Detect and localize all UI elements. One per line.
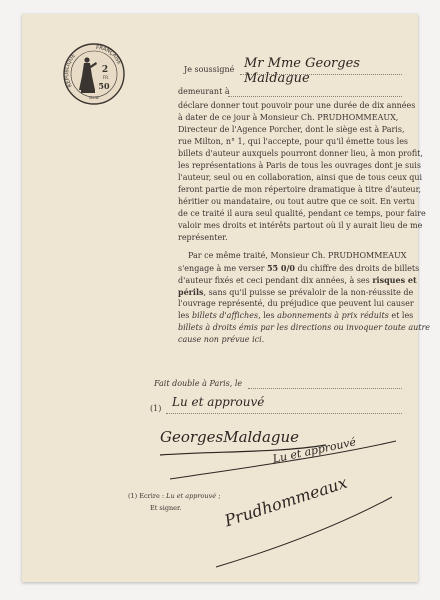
- p2-text: les: [178, 311, 192, 320]
- p1-line: les représentations à Paris de tous les ouvrages dont je suis: [178, 161, 421, 170]
- stamp-arc-right: FRANÇAISE: [95, 44, 123, 66]
- contract-sheet: [22, 14, 431, 582]
- stamp-value-num: 2: [101, 65, 109, 75]
- p1-line: héritier ou mandataire, ou tout autre que ce soit. En vertu: [178, 197, 416, 206]
- p2-line: Par ce même traité, Monsieur Ch. PRUDHOMMEAUX: [188, 251, 407, 260]
- p2-line: [178, 322, 430, 334]
- stamp-arc-left: RÉPUBLIQUE: [64, 52, 78, 88]
- ref-marker: (1): [150, 404, 162, 413]
- handwritten-lu-approuve-2: Lu et approuvé: [271, 435, 358, 466]
- p1-line: billets d'auteur auxquels pourront donner lieu, à mon profit,: [178, 149, 423, 158]
- agent-signature: Prudhommeaux: [222, 472, 350, 531]
- fiscal-stamp: [62, 42, 126, 106]
- date-field-line: [248, 388, 402, 389]
- author-signature: GeorgesMaldague: [160, 428, 300, 446]
- fait-double-label: [154, 378, 242, 390]
- p2-text: s'engage à me verser: [178, 264, 267, 273]
- stamp-dept: SEINE: [88, 96, 100, 100]
- abonnements-italic: abonnements à prix réduits: [277, 311, 389, 320]
- p2-line: [178, 334, 264, 346]
- p1-line: rue Milton, n° 1, qui l'accepte, pour qu'il émette tous les: [178, 137, 409, 146]
- p2-text: , sans qu'il puisse se prévaloir de la non-réussite de: [203, 288, 414, 297]
- p1-line: déclare donner tout pouvoir pour une durée de dix années: [178, 101, 416, 110]
- perils-bold: périls: [178, 287, 204, 297]
- p1-line: Directeur de l'Agence Porcher, dont le siège est à Paris,: [178, 125, 405, 134]
- fait-double-text: Fait double à Paris, le: [154, 379, 243, 388]
- p1-line: valoir mes droits et intérêts partout où il y aurait lieu de me: [178, 221, 423, 230]
- demeurant-label: demeurant à: [178, 87, 230, 96]
- percent-value: 55 0/0: [266, 263, 295, 273]
- p1-line: représenter.: [178, 233, 228, 242]
- p1-line: de ce traité il aura seul qualité, pendant ce temps, pour faire: [178, 209, 426, 218]
- footnote-text: (1) Ecrire :: [128, 492, 167, 500]
- footnote-text: ;: [216, 492, 221, 500]
- risques-bold: risques et: [372, 275, 417, 285]
- footnote-line1: [128, 490, 220, 502]
- p2-italic: cause non prévue ici.: [178, 335, 265, 344]
- p1-line: feront partie de mon répertoire dramatique à titre d'auteur,: [178, 185, 422, 194]
- footnote-line2: Et signer.: [150, 504, 182, 512]
- soussigne-label: Je soussigné: [184, 65, 235, 74]
- handwritten-lu-approuve: Lu et approuvé: [172, 395, 265, 409]
- handwritten-name: Mr Mme Georges Maldague: [244, 56, 360, 86]
- footnote-italic: Lu et approuvé: [166, 492, 217, 500]
- p2-line: l'ouvrage représenté, du préjudice que peuvent lui causer: [178, 299, 414, 308]
- p2-line: [178, 310, 413, 322]
- address-field-line: [228, 96, 402, 97]
- p1-line: à dater de ce jour à Monsieur Ch. PRUDHOMMEAUX,: [178, 113, 399, 122]
- stamp-value-cents: 50: [98, 81, 110, 91]
- billets-affiches-italic: billets d'affiches: [191, 311, 259, 320]
- p2-text: , les: [258, 311, 278, 320]
- approval-field-line: [166, 413, 402, 414]
- stamp-value-unit: FR.: [102, 75, 110, 80]
- p2-text: du chiffre des droits de billets: [294, 264, 420, 273]
- p1-line: l'auteur, seul ou en collaboration, ainsi que de tous ceux qui: [178, 173, 423, 182]
- p2-text: d'auteur fixés et ceci pendant dix années, à ses: [178, 276, 373, 285]
- p2-text: et les: [388, 311, 414, 320]
- p2-italic: billets à droits émis par les directions ou invoquer toute autre: [178, 323, 431, 332]
